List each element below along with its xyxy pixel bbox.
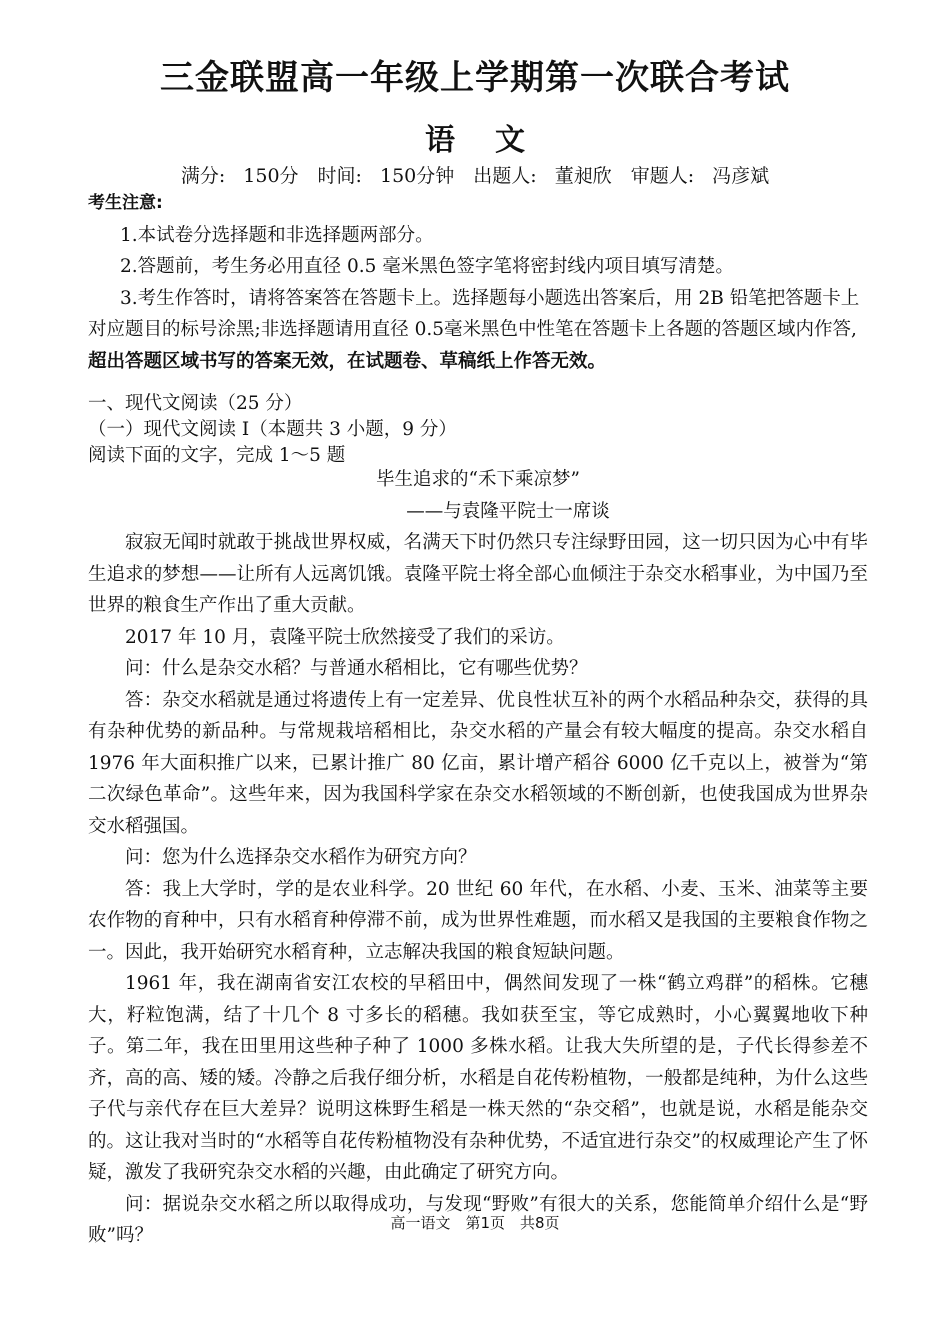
article bbox=[88, 464, 868, 1252]
article-paragraph: 寂寂无闻时就敢于挑战世界权威，名满天下时仍然只专注绿野田园，这一切只因为心中有毕生追求的梦想——让所有人远离饥饿。袁隆平院士将全部心血倾注于杂交水稻事业，为中国乃至世界的粮食生产作出了重大贡献。 bbox=[88, 532, 868, 616]
article-answer: 答：我上大学时，学的是农业科学。20 世纪 60 年代，在水稻、小麦、玉米、油菜等主要农作物的育种中，只有水稻育种停滞不前，成为世界性难题，而水稻又是我国的主要粮食作物之一。因此，我开始研究水稻育种，立志解决我国的粮食短缺问题。 bbox=[88, 878, 868, 963]
section-part: 一、现代文阅读（25 分） bbox=[88, 393, 303, 414]
article-question: 问：据说杂交水稻之所以取得成功，与发现“野败”有很大的关系，您能简单介绍什么是“野败”吗？ bbox=[88, 1193, 868, 1246]
notes-heading: 考生注意: bbox=[88, 193, 163, 213]
exam-meta: 满分: 150分 时间: 150分钟 出题人: 董昶欣 审题人: 冯彦斌 bbox=[180, 165, 770, 187]
note-bold-line: 超出答题区域书写的答案无效，在试题卷、草稿纸上作答无效。 bbox=[88, 350, 607, 372]
article-title: 毕生追求的“禾下乘凉梦” bbox=[376, 469, 580, 490]
page-footer: 高一语文 第1页 共8页 bbox=[390, 1214, 560, 1232]
article-question: 问：什么是杂交水稻？与普通水稻相比，它有哪些优势？ bbox=[125, 658, 588, 679]
article-answer: 答：杂交水稻就是通过将遗传上有一定差异、优良性状互补的两个水稻品种杂交，获得的具有杂种优势的新品种。与常规栽培稻相比，杂交水稻的产量会有较大幅度的提高。杂交水稻自 1976 年大面积推广以来，已累计推广 80 亿亩，累计增产稻谷 6000 亿千克以上，被誉为“第二次绿色革命”。这些年来，因为我国科学家在杂交水稻领域的不断创新，也使我国成为世界杂交水稻强国。 bbox=[88, 689, 868, 837]
notes-block bbox=[88, 188, 868, 377]
note-item: 1.本试卷分选择题和非选择题两部分。 bbox=[120, 224, 434, 246]
section-instruction: 阅读下面的文字，完成 1～5 题 bbox=[88, 445, 346, 466]
article-question: 问：您为什么选择杂交水稻作为研究方向？ bbox=[125, 847, 477, 868]
article-paragraph: 1961 年，我在湖南省安江农校的早稻田中，偶然间发现了一株“鹤立鸡群”的稻株。它穗大，籽粒饱满，结了十几个 8 寸多长的稻穗。我如获至宝，等它成熟时，小心翼翼地收下种子。第二年，我在田里用这些种子种了 1000 多株水稻。让我大失所望的是，子代长得参差不齐，高的高、矮的矮。冷静之后我仔细分析，水稻是自花传粉植物，一般都是纯种，为什么这些子代与亲代存在巨大差异？说明这株野生稻是一株天然的“杂交稻”，也就是说，水稻是能杂交的。这让我对当时的“水稻等自花传粉植物没有杂种优势，不适宜进行杂交”的权威理论产生了怀疑，激发了我研究杂交水稻的兴趣，由此确定了研究方向。 bbox=[88, 973, 868, 1183]
article-subtitle: ——与袁隆平院士一席谈 bbox=[406, 500, 610, 522]
section-sub: （一）现代文阅读 I（本题共 3 小题，9 分） bbox=[88, 419, 457, 440]
note-item: 3.考生作答时，请将答案答在答题卡上。选择题每小题选出答案后，用 2B 铅笔把答题卡上对应题目的标号涂黑;非选择题请用直径 0.5毫米黑色中性笔在答题卡上各题的答题区域内作答, bbox=[88, 287, 860, 340]
exam-title: 三金联盟高一年级上学期第一次联合考试 bbox=[160, 58, 790, 98]
subject-title: 语文 bbox=[425, 123, 565, 158]
note-item: 2.答题前，考生务必用直径 0.5 毫米黑色签字笔将密封线内项目填写清楚。 bbox=[120, 256, 734, 277]
article-paragraph: 2017 年 10 月，袁隆平院士欣然接受了我们的采访。 bbox=[125, 626, 565, 648]
